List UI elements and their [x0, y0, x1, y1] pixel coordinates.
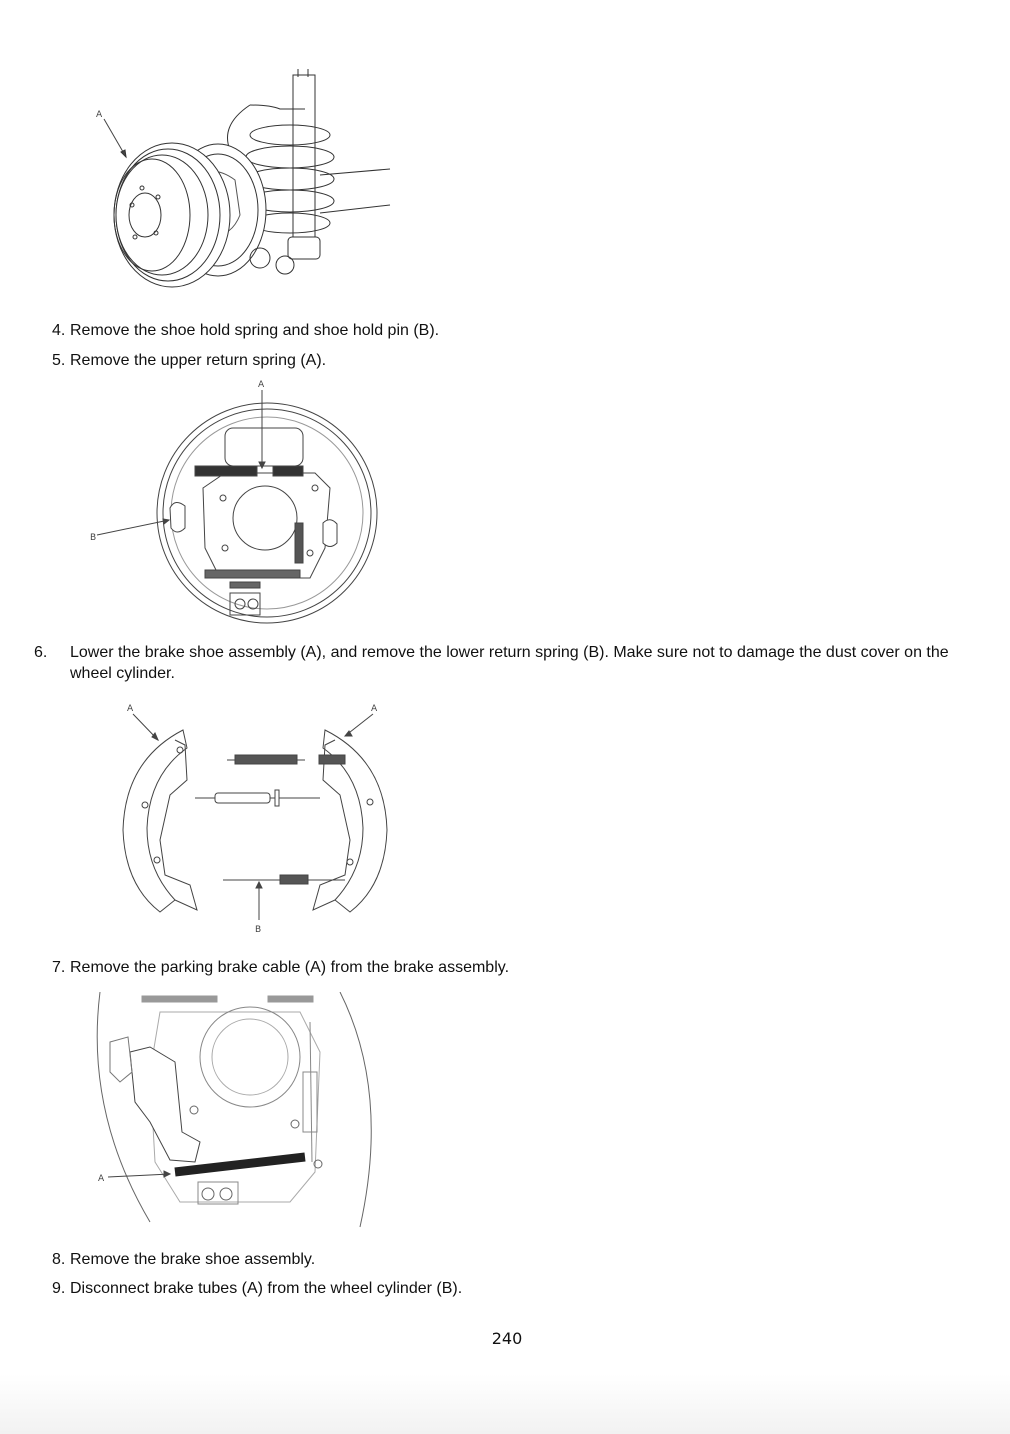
step-8-number: 8.	[52, 1251, 66, 1268]
figure-brake-drum	[90, 65, 400, 290]
step-6-text: Lower the brake shoe assembly (A), and remove the lower return spring (B). Make sure not to damage the dust cover on the wheel cylinder.	[70, 644, 949, 682]
figure-upper-return-spring-callout-a: A	[258, 380, 265, 390]
figure-parking-brake-cable	[90, 992, 385, 1232]
page-number: 240	[491, 1329, 523, 1348]
figure-brake-shoe-assembly	[105, 700, 400, 938]
step-9-text: Disconnect brake tubes (A) from the wheel cylinder (B).	[70, 1280, 463, 1297]
figure-upper-return-spring-callout-b: B	[90, 533, 97, 543]
figure-brake-shoe-assembly-callout-a-right: A	[371, 704, 378, 714]
step-7-text: Remove the parking brake cable (A) from the brake assembly.	[70, 959, 510, 976]
step-4	[52, 320, 962, 341]
step-7-number: 7.	[52, 959, 66, 976]
step-8	[52, 1249, 962, 1270]
figure-upper-return-spring	[85, 378, 390, 630]
step-6-number: 6.	[34, 644, 48, 661]
step-4-number: 4.	[52, 322, 66, 339]
step-7	[52, 957, 962, 978]
step-8-text: Remove the brake shoe assembly.	[70, 1251, 316, 1268]
figure-brake-drum-callout-a: A	[96, 110, 103, 120]
step-9-number: 9.	[52, 1280, 66, 1297]
step-5-text: Remove the upper return spring (A).	[70, 352, 327, 369]
step-6	[34, 642, 980, 684]
figure-parking-brake-cable-callout-a: A	[98, 1174, 105, 1184]
figure-brake-shoe-assembly-callout-b: B	[255, 925, 262, 935]
step-5	[52, 350, 962, 371]
step-4-text: Remove the shoe hold spring and shoe hold pin (B).	[70, 322, 440, 339]
step-5-number: 5.	[52, 352, 66, 369]
step-9	[52, 1278, 962, 1299]
page-bottom-edge	[0, 1374, 1010, 1434]
figure-brake-shoe-assembly-callout-a-left: A	[127, 704, 134, 714]
